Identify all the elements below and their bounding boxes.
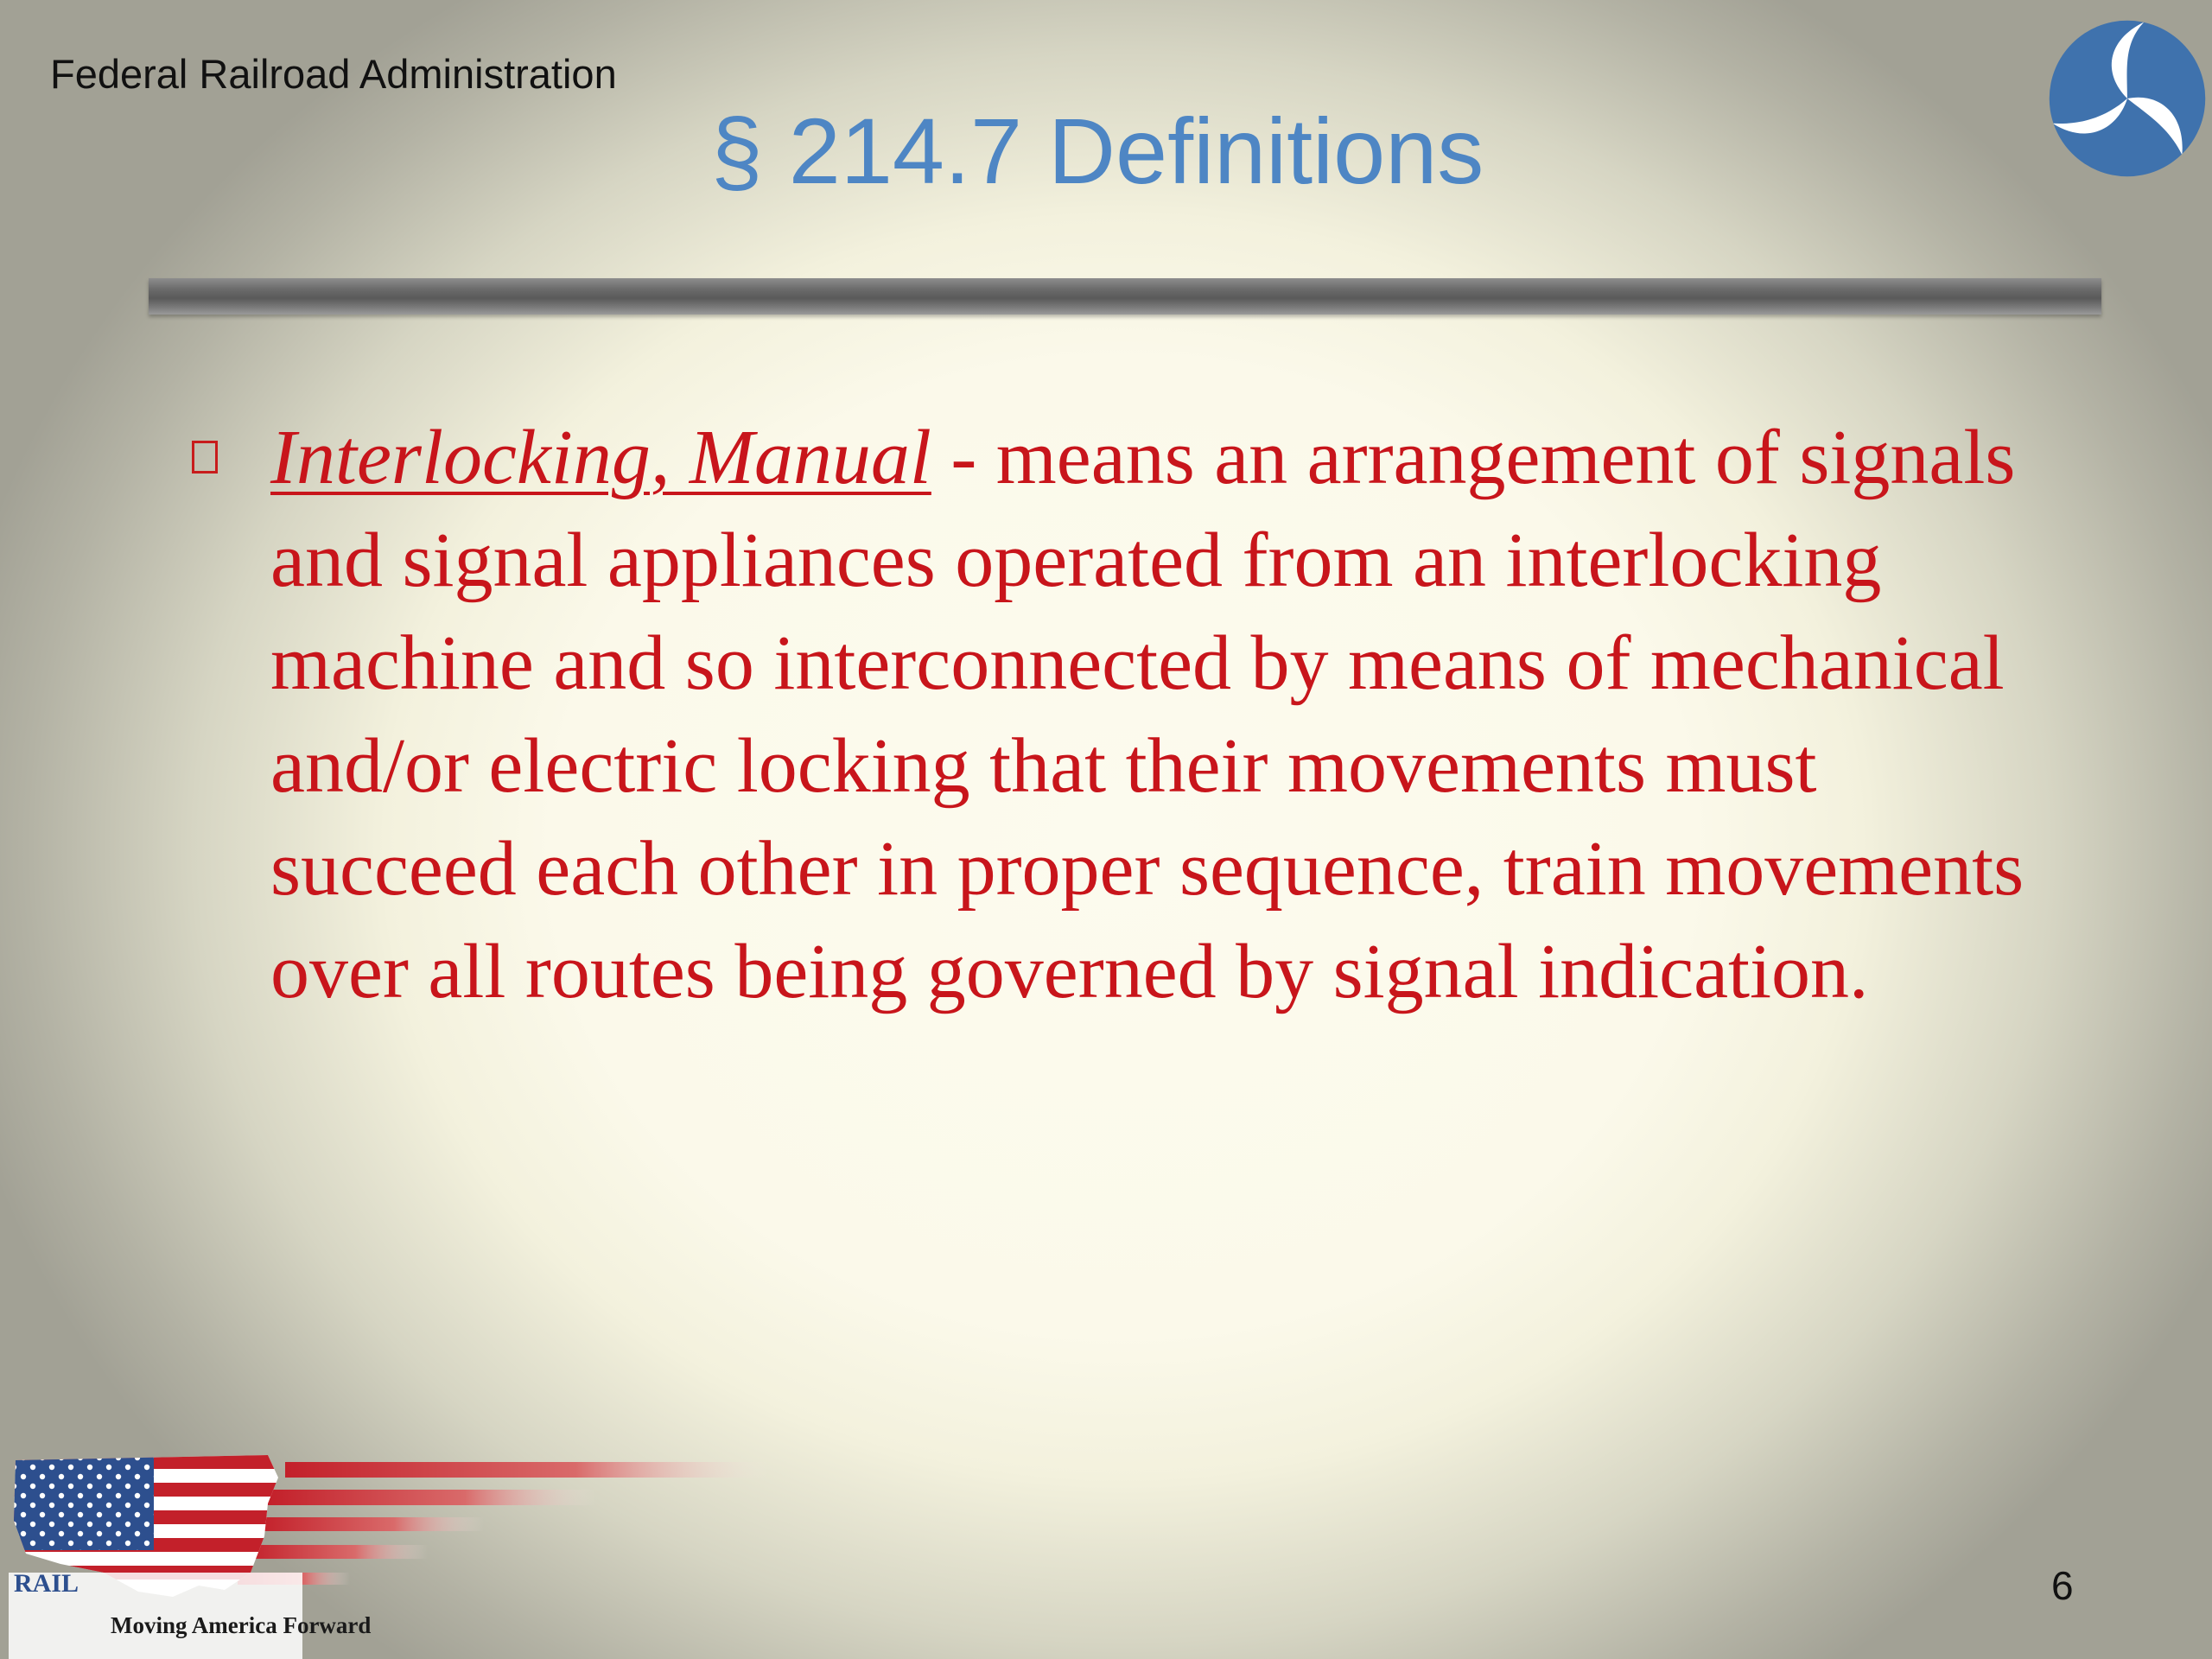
bullet-square-icon — [192, 441, 218, 474]
slide-title-text: § 214.7 Definitions — [710, 99, 1484, 203]
definition-term: Interlocking, Manual — [270, 415, 931, 500]
title-divider — [149, 278, 2101, 315]
definition-paragraph — [270, 406, 2024, 1023]
slide-title — [0, 97, 2212, 205]
dot-tri-swirl-logo-icon — [2044, 16, 2210, 181]
footer-tagline: Moving America Forward — [111, 1612, 372, 1638]
page-number: 6 — [2051, 1563, 2074, 1608]
definition-text: - means an arrangement of signals and signal appliances operated from an interlocking machine and so interconnected by means of mechanical and/or electric locking that their movements must succeed each other in proper sequence, train movements over all routes being governed by signal indication. — [270, 415, 2024, 1014]
rail-label: RAIL — [14, 1569, 79, 1598]
organization-label: Federal Railroad Administration — [50, 51, 617, 97]
